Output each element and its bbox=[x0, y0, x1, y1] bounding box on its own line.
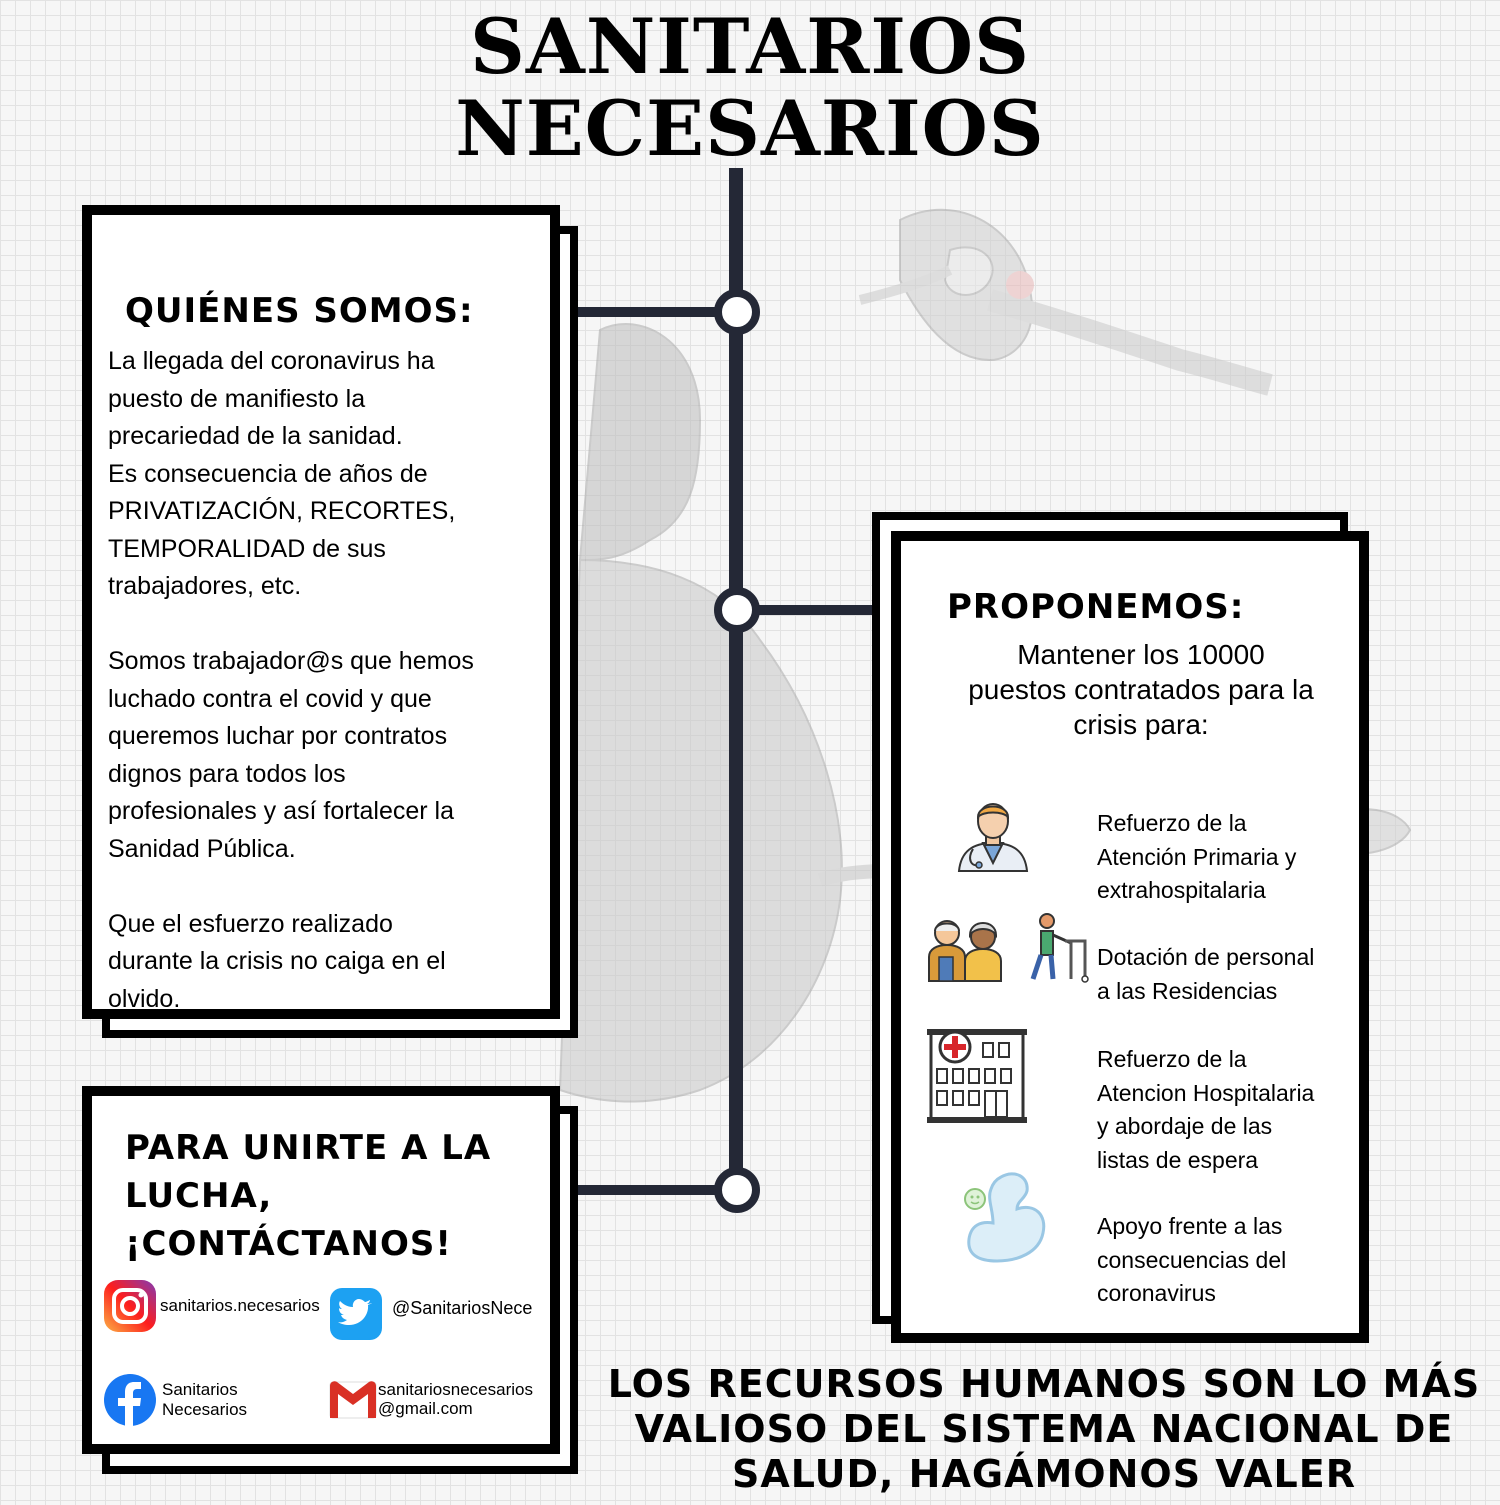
proposal-item-3-text: Refuerzo de la Atencion Hospitalaria y abordaje de las listas de espera bbox=[1097, 1046, 1315, 1173]
doctor-icon bbox=[953, 799, 1033, 875]
proposal-item-1-text: Refuerzo de la Atención Primaria y extrahospitalaria bbox=[1097, 810, 1297, 903]
contact-heading-line-2: LUCHA, bbox=[125, 1176, 273, 1216]
who-heading: QUIÉNES SOMOS: bbox=[125, 291, 474, 331]
proposal-item-2-text: Dotación de personal a las Residencias bbox=[1097, 944, 1315, 1004]
proposals-intro: Mantener los 10000 puestos contratados para la crisis para: bbox=[968, 639, 1314, 740]
who-we-are-box bbox=[82, 205, 560, 1019]
slogan-line-1: LOS RECURSOS HUMANOS SON LO MÁS bbox=[607, 1362, 1481, 1406]
who-text: La llegada del coronavirus ha puesto de manifiesto la precariedad de la sanidad. Es consecuencia de años de PRIVATIZACIÓN, RECORTES, TEMPORALIDAD de sus trabajadores, etc. Somos trabajador@s que hemos luchado contra el covid y que queremos luchar por contratos dignos para todos los profesionales y así fortalecer la Sanidad Pública. Que el esfuerzo realizado durante la crisis no caiga en el olvido. bbox=[108, 347, 474, 1013]
contact-heading bbox=[125, 1124, 491, 1268]
facebook-icon[interactable] bbox=[102, 1372, 158, 1428]
hospital-building-icon bbox=[925, 1027, 1029, 1125]
proposals-box bbox=[891, 531, 1369, 1343]
slogan bbox=[588, 1362, 1500, 1497]
elderly-residents-icon bbox=[925, 913, 1097, 983]
title-line-2: NECESARIOS bbox=[455, 84, 1045, 173]
twitter-handle[interactable]: @SanitariosNece bbox=[392, 1298, 533, 1318]
timeline-node-who bbox=[718, 293, 756, 331]
slogan-line-2: VALIOSO DEL SISTEMA NACIONAL DE bbox=[634, 1407, 1454, 1451]
email-address[interactable]: sanitariosnecesarios @gmail.com bbox=[378, 1380, 533, 1418]
timeline-node-contact bbox=[718, 1171, 756, 1209]
proposal-item-4-text: Apoyo frente a las consecuencias del coronavirus bbox=[1097, 1213, 1287, 1306]
proposals-heading: PROPONEMOS: bbox=[947, 587, 1245, 627]
contact-heading-line-3: ¡CONTÁCTANOS! bbox=[125, 1224, 452, 1264]
strong-arm-icon bbox=[957, 1169, 1049, 1265]
title-line-1: SANITARIOS bbox=[469, 2, 1031, 91]
contact-heading-line-1: PARA UNIRTE A LA bbox=[125, 1128, 492, 1168]
instagram-icon[interactable] bbox=[102, 1278, 158, 1334]
gmail-icon[interactable] bbox=[328, 1378, 378, 1420]
facebook-name[interactable]: Sanitarios Necesarios bbox=[162, 1380, 248, 1419]
twitter-icon[interactable] bbox=[328, 1286, 384, 1342]
slogan-line-3: SALUD, HAGÁMONOS VALER bbox=[731, 1452, 1356, 1496]
instagram-handle[interactable]: sanitarios.necesarios bbox=[160, 1296, 320, 1315]
timeline-node-proposals bbox=[718, 591, 756, 629]
contact-box bbox=[82, 1086, 560, 1454]
